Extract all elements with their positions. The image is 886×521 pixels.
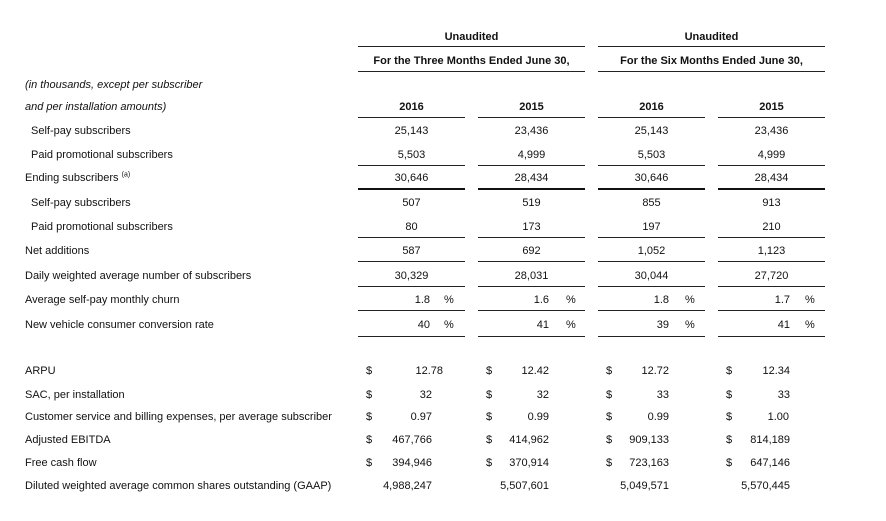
cell-value: 1.7 <box>774 294 790 306</box>
row-label: Daily weighted average number of subscribers <box>25 270 252 282</box>
year-rule <box>358 117 465 118</box>
row-rule <box>358 310 465 311</box>
dollar-sign: $ <box>726 434 733 446</box>
row-rule <box>598 310 705 311</box>
cell-value: 30,329 <box>394 270 429 282</box>
cell-value: 5,507,601 <box>500 480 549 492</box>
percent-sign: % <box>805 294 815 306</box>
cell-value: 5,503 <box>397 149 426 161</box>
cell-value: 4,999 <box>517 149 546 161</box>
year-header: 2016 <box>639 101 664 113</box>
cell-value: 4,988,247 <box>383 480 432 492</box>
dollar-sign: $ <box>486 389 493 401</box>
dollar-sign: $ <box>366 457 373 469</box>
dollar-sign: $ <box>366 434 373 446</box>
dollar-sign: $ <box>726 411 733 423</box>
cell-value: 5,503 <box>637 149 666 161</box>
cell-value: 28,434 <box>754 172 789 184</box>
header-rule <box>358 46 585 47</box>
dollar-sign: $ <box>486 434 493 446</box>
year-rule <box>718 117 825 118</box>
cell-value: 39 <box>656 319 669 331</box>
table-note-line2: and per installation amounts) <box>25 101 167 113</box>
percent-sign: % <box>685 319 695 331</box>
row-label: Average self-pay monthly churn <box>25 294 180 306</box>
row-label: ARPU <box>25 365 56 377</box>
dollar-sign: $ <box>726 457 733 469</box>
cell-value: 173 <box>522 221 541 233</box>
header-three-months: For the Three Months Ended June 30, <box>373 55 570 67</box>
cell-value: 5,570,445 <box>741 480 790 492</box>
cell-value: 370,914 <box>509 457 549 469</box>
dollar-sign: $ <box>606 434 613 446</box>
row-label: New vehicle consumer conversion rate <box>25 319 214 331</box>
percent-sign: % <box>444 294 454 306</box>
cell-value: 32 <box>536 389 549 401</box>
row-label: Diluted weighted average common shares outstanding (GAAP) <box>25 480 332 492</box>
row-rule <box>478 286 585 287</box>
cell-value: 23,436 <box>514 125 549 137</box>
cell-value: 519 <box>522 197 541 209</box>
subtotal-rule <box>718 237 825 238</box>
row-label: Paid promotional subscribers <box>31 221 173 233</box>
year-rule <box>478 117 585 118</box>
dollar-sign: $ <box>486 411 493 423</box>
cell-value: 27,720 <box>754 270 789 282</box>
year-header: 2015 <box>519 101 544 113</box>
row-label: Net additions <box>25 245 90 257</box>
cell-value: 1.8 <box>653 294 669 306</box>
year-header: 2016 <box>399 101 424 113</box>
dollar-sign: $ <box>606 365 613 377</box>
cell-value: 30,044 <box>634 270 669 282</box>
header-six-months: For the Six Months Ended June 30, <box>620 55 803 67</box>
row-label-ending-subscribers <box>25 171 130 185</box>
subtotal-rule <box>358 165 465 166</box>
cell-value: 913 <box>762 197 781 209</box>
cell-value: 28,031 <box>514 270 549 282</box>
subtotal-rule <box>358 237 465 238</box>
cell-value: 692 <box>522 245 541 257</box>
row-rule <box>718 336 825 337</box>
row-label: Self-pay subscribers <box>31 197 131 209</box>
cell-value: 12.78 <box>415 365 443 377</box>
subtotal-rule <box>598 165 705 166</box>
cell-value: 5,049,571 <box>620 480 669 492</box>
row-rule <box>598 336 705 337</box>
percent-sign: % <box>805 319 815 331</box>
cell-value: 1.6 <box>533 294 549 306</box>
year-header: 2015 <box>759 101 784 113</box>
cell-value: 855 <box>642 197 661 209</box>
cell-value: 1.8 <box>414 294 430 306</box>
cell-value: 80 <box>405 221 418 233</box>
row-label: Ending subscribers <box>25 172 119 184</box>
row-label: Self-pay subscribers <box>31 125 131 137</box>
subtotal-rule <box>718 165 825 166</box>
subtotal-rule <box>478 165 585 166</box>
cell-value: 1,052 <box>637 245 666 257</box>
row-rule <box>598 286 705 287</box>
total-rule <box>478 188 585 190</box>
cell-value: 0.99 <box>527 411 549 423</box>
percent-sign: % <box>685 294 695 306</box>
cell-value: 723,163 <box>629 457 669 469</box>
row-rule <box>478 310 585 311</box>
row-rule <box>358 336 465 337</box>
header-rule <box>598 71 825 72</box>
cell-value: 28,434 <box>514 172 549 184</box>
row-rule <box>718 261 825 262</box>
row-rule <box>598 261 705 262</box>
row-rule <box>718 310 825 311</box>
total-rule <box>358 188 465 190</box>
row-rule <box>358 286 465 287</box>
cell-value: 507 <box>402 197 421 209</box>
row-rule <box>478 336 585 337</box>
cell-value: 40 <box>417 319 430 331</box>
cell-value: 23,436 <box>754 125 789 137</box>
cell-value: 32 <box>419 389 432 401</box>
footnote-marker: (a) <box>121 171 131 179</box>
cell-value: 1.00 <box>767 411 789 423</box>
cell-value: 909,133 <box>629 434 669 446</box>
cell-value: 0.99 <box>647 411 669 423</box>
cell-value: 210 <box>762 221 781 233</box>
dollar-sign: $ <box>486 457 493 469</box>
cell-value: 30,646 <box>634 172 669 184</box>
header-rule <box>358 71 585 72</box>
header-unaudited-three-months: Unaudited <box>444 31 499 43</box>
cell-value: 12.42 <box>521 365 549 377</box>
row-rule <box>478 261 585 262</box>
dollar-sign: $ <box>606 411 613 423</box>
year-rule <box>598 117 705 118</box>
cell-value: 1,123 <box>757 245 786 257</box>
cell-value: 41 <box>777 319 790 331</box>
row-label: Paid promotional subscribers <box>31 149 173 161</box>
subtotal-rule <box>598 237 705 238</box>
cell-value: 647,146 <box>750 457 790 469</box>
percent-sign: % <box>566 294 576 306</box>
dollar-sign: $ <box>726 389 733 401</box>
row-label: Adjusted EBITDA <box>25 434 111 446</box>
dollar-sign: $ <box>366 389 373 401</box>
cell-value: 814,189 <box>750 434 790 446</box>
cell-value: 12.34 <box>762 365 790 377</box>
cell-value: 25,143 <box>634 125 669 137</box>
dollar-sign: $ <box>606 389 613 401</box>
row-label: SAC, per installation <box>25 389 125 401</box>
dollar-sign: $ <box>366 365 373 377</box>
cell-value: 4,999 <box>757 149 786 161</box>
cell-value: 25,143 <box>394 125 429 137</box>
cell-value: 41 <box>536 319 549 331</box>
percent-sign: % <box>566 319 576 331</box>
dollar-sign: $ <box>726 365 733 377</box>
dollar-sign: $ <box>486 365 493 377</box>
row-label: Customer service and billing expenses, per average subscriber <box>25 411 332 423</box>
row-rule <box>718 286 825 287</box>
cell-value: 0.97 <box>410 411 432 423</box>
cell-value: 33 <box>656 389 669 401</box>
header-unaudited-six-months: Unaudited <box>684 31 739 43</box>
cell-value: 12.72 <box>641 365 669 377</box>
cell-value: 467,766 <box>392 434 432 446</box>
cell-value: 394,946 <box>392 457 432 469</box>
dollar-sign: $ <box>366 411 373 423</box>
row-label: Free cash flow <box>25 457 97 469</box>
cell-value: 197 <box>642 221 661 233</box>
total-rule <box>598 188 705 190</box>
cell-value: 587 <box>402 245 421 257</box>
cell-value: 30,646 <box>394 172 429 184</box>
table-note-line1: (in thousands, except per subscriber <box>25 79 203 91</box>
subtotal-rule <box>478 237 585 238</box>
percent-sign: % <box>444 319 454 331</box>
cell-value: 33 <box>777 389 790 401</box>
dollar-sign: $ <box>606 457 613 469</box>
total-rule <box>718 188 825 190</box>
cell-value: 414,962 <box>509 434 549 446</box>
header-rule <box>598 46 825 47</box>
row-rule <box>358 261 465 262</box>
